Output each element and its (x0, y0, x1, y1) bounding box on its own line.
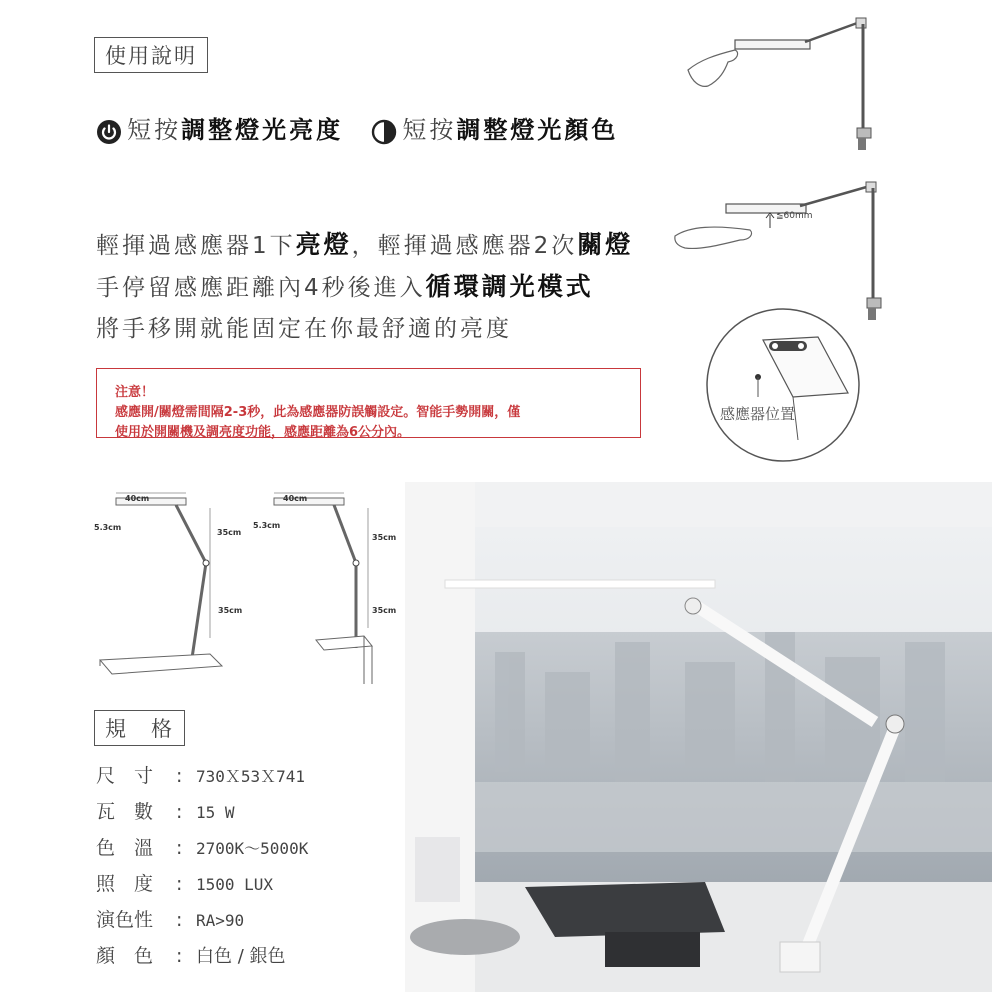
right-width-label: 40cm (283, 494, 308, 503)
lamp-touch-illustration (680, 10, 880, 160)
right-depth-label: 5.3cm (253, 521, 281, 530)
right-upper-label: 35cm (372, 533, 397, 542)
notice-line-2: 使用於開關機及調亮度功能，感應距離為6公分內。 (115, 425, 411, 440)
spec-row: 演色性 : RA>90 (96, 902, 308, 938)
spec-row: 色 溫 : 2700K～5000K (96, 830, 308, 866)
instruction-2a: 手停留感應距離內4秒後進入 (96, 275, 426, 301)
spec-row: 照 度 : 1500 LUX (96, 866, 308, 902)
sensor-position-label: 感應器位置 (720, 405, 796, 423)
instruction-3a: 將手移開就能固定在你最舒適的亮度 (96, 316, 512, 342)
spec-value-color: 白色 / 銀色 (196, 946, 286, 967)
spec-label-size: 尺 寸 (96, 765, 154, 787)
instruction-line-3 (96, 310, 512, 343)
dimension-drawings (94, 488, 404, 688)
power-icon (96, 119, 122, 149)
instruction-1c: ，輕揮過感應器2次 (351, 233, 578, 259)
instruction-line-1 (96, 225, 633, 261)
instruction-1d: 關燈 (577, 230, 634, 259)
power-action-text: 調整燈光亮度 (181, 116, 344, 144)
left-depth-label: 5.3cm (94, 523, 122, 532)
spec-value-temp: 2700K～5000K (196, 839, 309, 858)
left-lower-label: 35cm (218, 606, 243, 615)
left-width-label: 40cm (125, 494, 150, 503)
color-action-text: 調整燈光顏色 (456, 116, 619, 144)
sensor-distance: ≦60mm (776, 211, 813, 221)
sensor-zoom-circle (703, 305, 863, 465)
notice-box (96, 368, 641, 438)
notice-title: 注意！ (115, 385, 155, 400)
spec-value-watt: 15 W (196, 803, 235, 822)
spec-label-watt: 瓦 數 (96, 801, 154, 823)
spec-value-cri: RA>90 (196, 911, 245, 930)
instruction-1a: 輕揮過感應器1下 (96, 233, 296, 259)
spec-list (96, 758, 308, 974)
spec-value-size: 730Ｘ53Ｘ741 (196, 767, 306, 786)
half-circle-icon (371, 119, 397, 149)
spec-row: 顏 色 : 白色 / 銀色 (96, 938, 308, 974)
left-upper-label: 35cm (217, 528, 242, 537)
spec-label-lux: 照 度 (96, 873, 154, 895)
power-press-text: 短按 (127, 116, 182, 144)
instruction-1b: 亮燈 (295, 230, 352, 259)
spec-label: 規 格 (94, 710, 185, 746)
spec-label-cri: 演色性 (96, 909, 154, 931)
instruction-2b: 循環調光模式 (425, 272, 594, 301)
usage-label: 使用說明 (94, 37, 208, 73)
spec-label-temp: 色 溫 (96, 837, 154, 859)
notice-line-1: 感應開/關燈需間隔2-3秒，此為感應器防誤觸設定。智能手勢開關，僅 (115, 405, 521, 420)
product-photo (405, 482, 992, 992)
spec-row: 尺 寸 : 730Ｘ53Ｘ741 (96, 758, 308, 794)
instruction-line-2 (96, 267, 594, 303)
spec-row: 瓦 數 : 15 W (96, 794, 308, 830)
controls-line (96, 110, 618, 149)
right-lower-label: 35cm (372, 606, 397, 615)
spec-label-color: 顏 色 (96, 945, 154, 967)
spec-value-lux: 1500 LUX (196, 875, 274, 894)
color-press-text: 短按 (402, 116, 457, 144)
